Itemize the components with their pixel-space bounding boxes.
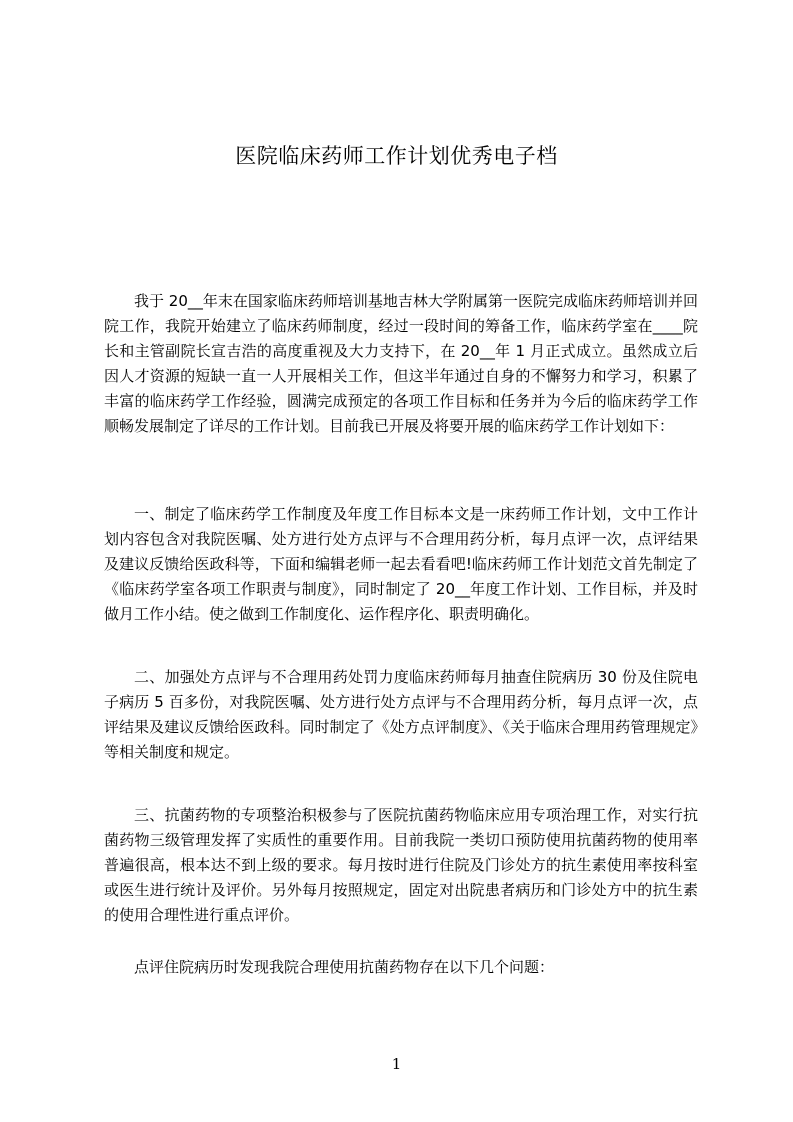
paragraph-review-issues: 点评住院病历时发现我院合理使用抗菌药物存在以下几个问题： xyxy=(134,958,555,976)
paragraph-intro: 我于 20__年末在国家临床药师培训基地吉林大学附属第一医院完成临床药师培训并回院工作，我院开始建立了临床药师制度，经过一段时间的筹备工作，临床药学室在____院长和主管副院长宣吉浩的高度重视及大力支持下，在 20__年 1 月正式成立。虽然成立后因人才资源的短缺一直一人开展相关工作，但这半年通过自身的不懈努力和学习，积累了丰富的临床药学工作经验，圆满完成预定的各项工作目标和任务并为今后的临床药学工作顺畅发展制定了详尽的工作计划。目前我已开展及将要开展的临床药学工作计划如下： xyxy=(104,292,698,435)
paragraph-section-1: 一、制定了临床药学工作制度及年度工作目标本文是一床药师工作计划，文中工作计划内容包含对我院医嘱、处方进行处方点评与不合理用药分析，每月点评一次，点评结果及建议反馈给医政科等，下面和编辑老师一起去看看吧!临床药师工作计划范文首先制定了《临床药学室各项工作职责与制度》，同时制定了 20__年度工作计划、工作目标，并及时做月工作小结。使之做到工作制度化、运作程序化、职责明确化。 xyxy=(104,505,698,623)
page-number: 1 xyxy=(391,1055,402,1073)
paragraph-section-2: 二、加强处方点评与不合理用药处罚力度临床药师每月抽查住院病历 30 份及住院电子病历 5 百多份，对我院医嘱、处方进行处方点评与不合理用药分析，每月点评一次，点评结果及建议反馈给医政科。同时制定了《处方点评制度》、《关于临床合理用药管理规定》等相关制度和规定。 xyxy=(104,668,698,761)
paragraph-section-3: 三、抗菌药物的专项整治积极参与了医院抗菌药物临床应用专项治理工作，对实行抗菌药物三级管理发挥了实质性的重要作用。目前我院一类切口预防使用抗菌药物的使用率普遍很高，根本达不到上级的要求。每月按时进行住院及门诊处方的抗生素使用率按科室或医生进行统计及评价。另外每月按照规定，固定对出院患者病历和门诊处方中的抗生素的使用合理性进行重点评价。 xyxy=(104,806,698,924)
page-title: 医院临床药师工作计划优秀电子档 xyxy=(235,144,558,168)
